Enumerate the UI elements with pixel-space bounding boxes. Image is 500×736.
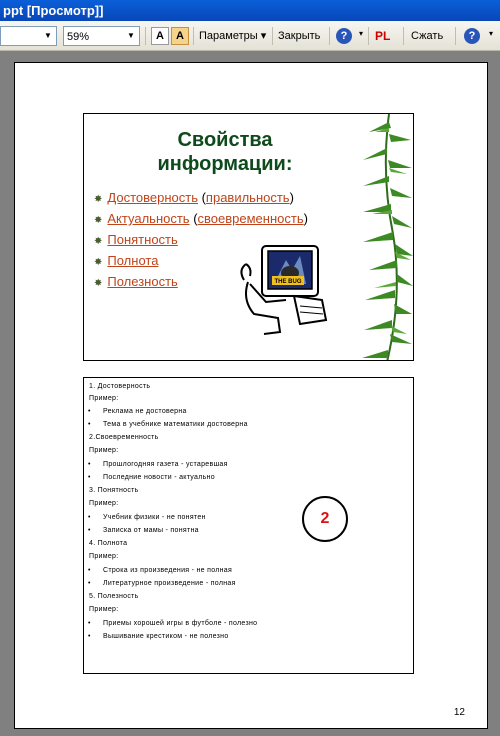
clipart-label: THE BUG [274,279,302,285]
toolbar-separator [193,27,194,45]
fern-decoration [359,114,413,361]
close-button-label: Закрыть [278,30,321,42]
notes-line: • Строка из произведения - не полная [89,566,232,575]
bullet-link[interactable]: своевременность [197,211,304,226]
bullet-link[interactable]: правильность [205,190,290,205]
bullet-link[interactable]: Понятность [107,232,178,247]
bullet-text: ( [189,211,198,226]
chevron-down-icon: ▼ [44,31,52,40]
window-title: ppt [Просмотр]] [0,0,500,21]
print-preview-toolbar [0,21,500,51]
font-color-icon[interactable]: A [171,27,189,45]
computer-bug-clipart [234,240,334,338]
notes-line: • Учебник физики - не понятен [89,513,206,522]
bullet-link[interactable]: Полнота [107,253,159,268]
zoom-combo[interactable] [63,26,140,46]
notes-line: Пример: [89,553,119,560]
notes-line: • Последние новости - актуально [89,473,215,482]
notes-line: Пример: [89,447,119,454]
help-icon[interactable]: ? [464,28,480,44]
bullet-icon: ✸ [94,278,103,289]
notes-line: • Записка от мамы - понятна [89,526,199,535]
speaker-notes [83,377,414,674]
notes-line: • Вышивание крестиком - не полезно [89,632,229,641]
notes-line: • Приемы хорошей игры в футболе - полезно [89,619,257,628]
notes-line: • Реклама не достоверна [89,407,187,416]
bullet-icon: ✸ [94,257,103,268]
font-size-icon[interactable]: A [151,27,169,45]
notes-line: Пример: [89,395,119,402]
toolbar-separator [455,27,456,45]
bullet-icon: ✸ [94,215,103,226]
zoom-value: 59% [67,31,90,43]
shrink-button[interactable]: Сжать [411,30,444,42]
notes-line: • Тема в учебнике математики достоверна [89,420,248,429]
bullet-icon: ✸ [94,194,103,205]
page-number: 12 [453,707,465,718]
toolbar-overflow-icon[interactable]: ▾ [488,29,493,38]
annotation-circle: 2 [302,496,348,542]
bullet-link[interactable]: Актуальность [107,211,190,226]
bullet-link[interactable]: Достоверность [107,190,198,205]
toolbar-separator [403,27,404,45]
slide-title [84,128,366,176]
bullet-text: ) [289,190,294,205]
slide-thumbnail [83,113,414,361]
notes-line: 5. Полезность [89,593,139,600]
bullet-icon: ✸ [94,236,103,247]
toolbar-separator [368,27,369,45]
bullet-text: ) [303,211,308,226]
notes-line: 1. Достоверность [89,383,151,390]
slide-title-line2: информации: [157,153,293,175]
notes-line: 3. Понятность [89,487,139,494]
notes-line: • Литературное произведение - полная [89,579,236,588]
notes-line: 4. Полнота [89,540,128,547]
toolbar-overflow-icon[interactable]: ▾ [358,29,363,38]
bullet-text: ( [197,190,206,205]
notes-line: 2.Своевременность [89,434,159,441]
preview-page [14,62,488,729]
notes-line: • Прошлогодняя газета - устаревшая [89,460,228,469]
notes-line: Пример: [89,500,119,507]
list-item [94,187,308,208]
help-icon[interactable]: ? [336,28,352,44]
pl-button[interactable]: PL [375,29,391,43]
slide-title-line1: Свойства [177,129,273,151]
printer-combo[interactable] [0,26,57,46]
notes-line: Пример: [89,606,119,613]
bullet-link[interactable]: Полезность [107,274,178,289]
toolbar-separator [329,27,330,45]
toolbar-separator [145,27,146,45]
params-button[interactable]: Параметры ▾ [199,30,267,42]
close-button[interactable] [278,26,320,46]
chevron-down-icon: ▼ [127,31,135,40]
toolbar-separator [272,27,273,45]
list-item [94,208,308,229]
